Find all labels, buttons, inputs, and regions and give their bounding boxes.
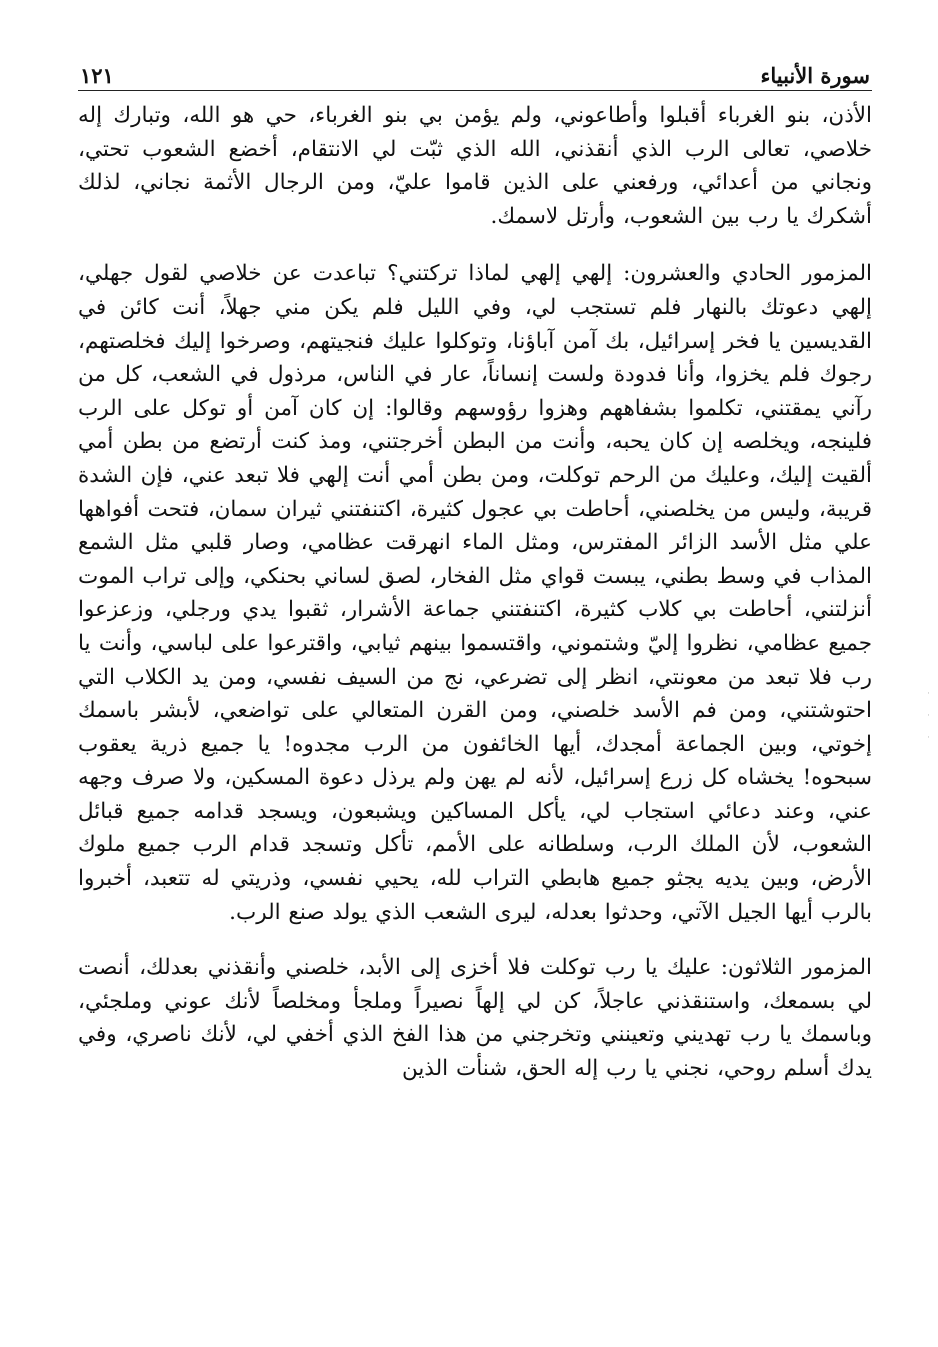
book-page: [78, 54, 872, 1086]
paragraph-intro: الأذن، بنو الغرباء أقبلوا وأطاعوني، ولم يؤمن بي بنو الغرباء، حي هو الله، وتبارك إله خلاصي، تعالى الرب الذي أنقذني، الله الذي ثبّت لي الانتقام، أخضع الشعوب تحتي، ونجاني من أعدائي، ورفعني على الذين قاموا عليّ، ومن الرجال الأثمة نجاني، لذلك أشكرك يا رب بين الشعوب، وأرتل لاسمك.: [78, 103, 872, 229]
running-header: [78, 54, 872, 91]
scan-margin-mark: ·: [927, 689, 930, 699]
paragraph-psalm-21: المزمور الحادي والعشرون: إلهي إلهي لماذا تركتني؟ تباعدت عن خلاصي لقول جهلي، إلهي دعوتك بالنهار فلم تستجب لي، وفي الليل فلم يكن مني جهلاً، أنت كائن في القديسين يا فخر إسرائيل، بك آمن آباؤنا، وتوكلوا عليك فنجيتهم، وصرخوا إليك فخلصتهم، رجوك فلم يخزوا، وأنا فدودة ولست إنساناً، عار في الناس، مرذول في الشعب، كل من رآني يمقتني، تكلموا بشفاههم وهزوا رؤوسهم وقالوا: إن كان آمن أو توكل على الرب فلينجه، ويخلصه إن كان يحبه، وأنت من البطن أخرجتني، ومذ كنت أرتضع من بطن أمي ألقيت إليك، وعليك من الرحم توكلت، ومن بطن أمي أنت إلهي فلا تبعد عني، فإن الشدة قريبة، وليس من يخلصني، أحاطت بي عجول كثيرة، اكتنفتني ثيران سمان، فتحت أفواهها علي مثل الأسد الزائر المفترس، ومثل الماء انهرقت عظامي، وصار قلبي مثل الشمع المذاب في وسط بطني، يبست قواي مثل الفخار، لصق لساني بحنكي، وإلى تراب الموت أنزلتني، أحاطت بي كلاب كثيرة، اكتنفتني جماعة الأشرار، ثقبوا يدي ورجلي، وزعزعوا جميع عظامي، نظروا إليّ وشتموني، واقتسموا بينهم ثيابي، واقترعوا على لباسي، وأنت يا رب فلا تبعد من معونتي، انظر إلى تضرعي، نج من السيف نفسي، ومن يد الكلاب التي احتوشتني، ومن فم الأسد خلصني، ومن القرن المتعالي على تواضعي، لأبشر باسمك إخوتي، وبين الجماعة أمجدك، أيها الخائفون من الرب مجدوه! يا جميع ذرية يعقوب سبحوه! يخشاه كل زرع إسرائيل، لأنه لم يهن ولم يرذل دعوة المسكين، ولا صرف وجهه عني، وعند دعائي استجاب لي، يأكل المساكين ويشبعون، ويسجد قدامه جميع قبائل الشعوب، لأن الملك الرب، وسلطانه على الأمم، تأكل وتسجد قدام الرب جميع ملوك الأرض، وبين يديه يجثو جميع هابطي التراب لله، يحيي نفسي، وذريتي له تتعبد، أخبروا بالرب أيها الجيل الآتي، وحدثوا بعدله، ليرى الشعب الذي يولد صنع الرب.: [78, 261, 872, 925]
scan-margin-mark: ·: [927, 733, 930, 743]
page-number: ١٢١: [80, 63, 114, 88]
paragraph-psalm-30: المزمور الثلاثون: عليك يا رب توكلت فلا أخزى إلى الأبد، خلصني وأنقذني بعدلك، أنصت لي بسمعك، واستنقذني عاجلاً، كن لي إلهاً نصيراً وملجأ ومخلصاً لأنك عوني وملجئي، وباسمك يا رب تهديني وتعينني وتخرجني من هذا الفخ الذي أخفي لي، لأنك ناصري، وفي يدك أسلم روحي، نجني يا رب إله الحق، شنأت الذين: [78, 955, 872, 1082]
surah-title: سورة الأنبياء: [760, 63, 870, 88]
scan-margin-mark: ·: [927, 711, 930, 721]
